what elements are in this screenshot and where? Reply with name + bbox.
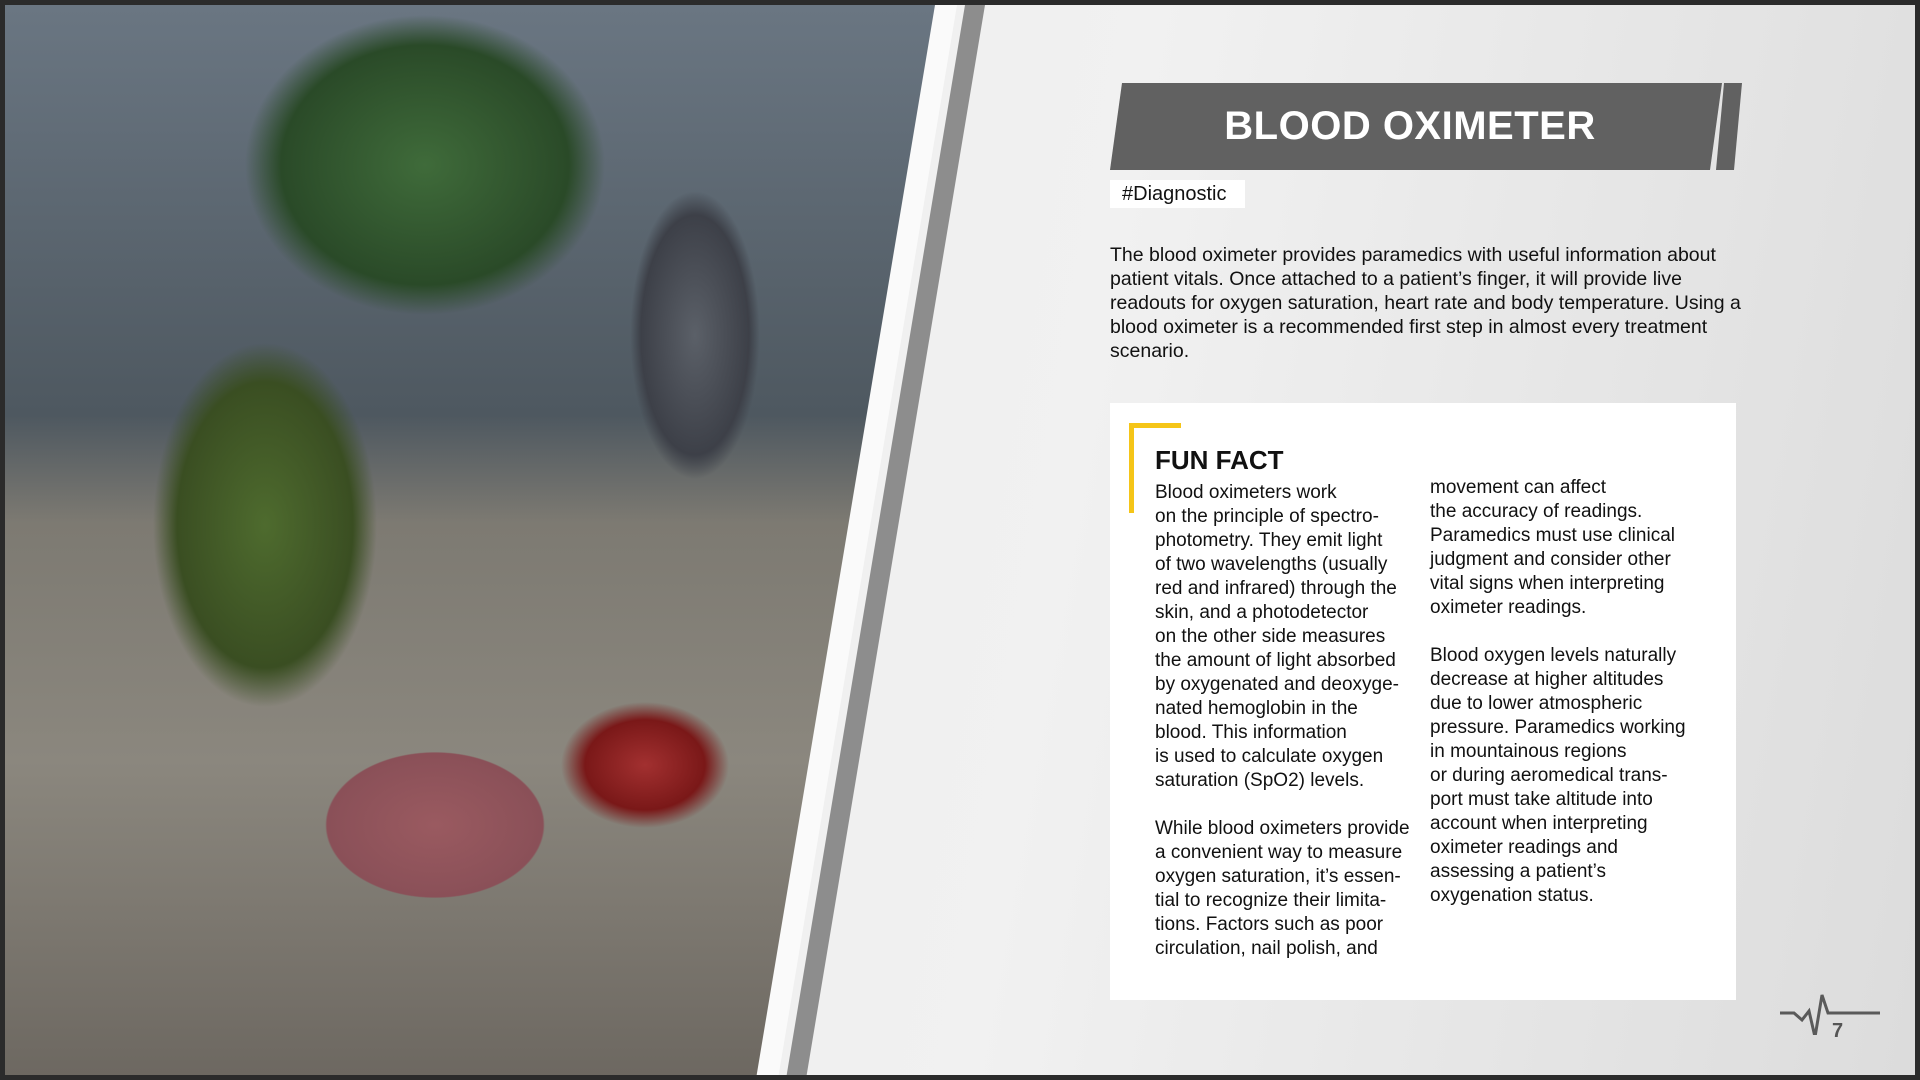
text-line: While blood oximeters provide [1155, 818, 1410, 839]
text-line: red and infrared) through the [1155, 578, 1397, 599]
fun-fact-heading: FUN FACT [1155, 445, 1284, 475]
text-line: oxygen saturation, it’s essen- [1155, 866, 1401, 887]
paragraph [1155, 481, 1410, 793]
text-line: port must take altitude into [1430, 789, 1653, 810]
text-line: a convenient way to measure [1155, 842, 1403, 863]
accent-bracket [1129, 423, 1134, 513]
paragraph [1430, 476, 1686, 620]
text-line: assessing a patient’s [1430, 861, 1607, 882]
text-line: oximeter readings. [1430, 597, 1587, 618]
page-number: 7 [1832, 1020, 1844, 1042]
text-line: or during aeromedical trans- [1430, 765, 1668, 786]
fun-fact-box [1110, 403, 1736, 1000]
page-title: BLOOD OXIMETER [1224, 104, 1596, 148]
paragraph [1430, 644, 1686, 908]
text-line: is used to calculate oxygen [1155, 746, 1384, 767]
text-line: decrease at higher altitudes [1430, 669, 1664, 690]
paragraph [1155, 817, 1410, 961]
text-line: vital signs when interpreting [1430, 573, 1665, 594]
text-line: circulation, nail polish, and [1155, 938, 1378, 959]
heartbeat-pulse-icon [1780, 985, 1880, 1035]
text-line: Blood oxygen levels naturally [1430, 645, 1677, 666]
text-line: the accuracy of readings. [1430, 501, 1643, 522]
text-line: of two wavelengths (usually [1155, 554, 1388, 575]
fun-fact-column-2 [1430, 476, 1686, 908]
text-line: Blood oximeters work [1155, 482, 1337, 503]
text-line: tions. Factors such as poor [1155, 914, 1384, 935]
text-line: movement can affect [1430, 477, 1607, 498]
text-line: pressure. Paramedics working [1430, 717, 1686, 738]
text-line: account when interpreting [1430, 813, 1648, 834]
text-line: judgment and consider other [1430, 549, 1671, 570]
text-line: Paramedics must use clinical [1430, 525, 1675, 546]
text-line: nated hemoglobin in the [1155, 698, 1358, 719]
title-banner [1110, 83, 1720, 170]
category-tag: #Diagnostic [1110, 180, 1245, 208]
text-line: saturation (SpO2) levels. [1155, 770, 1365, 791]
intro-paragraph: The blood oximeter provides paramedics with useful information about patient vitals. Once attached to a patient’s finger, it will provide live readouts for oxygen saturation, heart rate and body temperature. Using a blood oximeter is a recommended first step in almost every treatment scenario. [1110, 244, 1741, 362]
text-line: blood. This information [1155, 722, 1347, 743]
accent-bracket-top [1129, 423, 1181, 428]
text-line: by oxygenated and deoxyge- [1155, 674, 1400, 695]
text-line: photometry. They emit light [1155, 530, 1383, 551]
text-line: oxygenation status. [1430, 885, 1594, 906]
text-line: tial to recognize their limita- [1155, 890, 1387, 911]
text-line: due to lower atmospheric [1430, 693, 1643, 714]
text-line: the amount of light absorbed [1155, 650, 1396, 671]
fun-fact-column-1 [1155, 481, 1410, 961]
text-line: in mountainous regions [1430, 741, 1627, 762]
text-line: on the other side measures [1155, 626, 1386, 647]
text-line: skin, and a photodetector [1155, 602, 1369, 623]
text-line: on the principle of spectro- [1155, 506, 1379, 527]
text-line: oximeter readings and [1430, 837, 1618, 858]
